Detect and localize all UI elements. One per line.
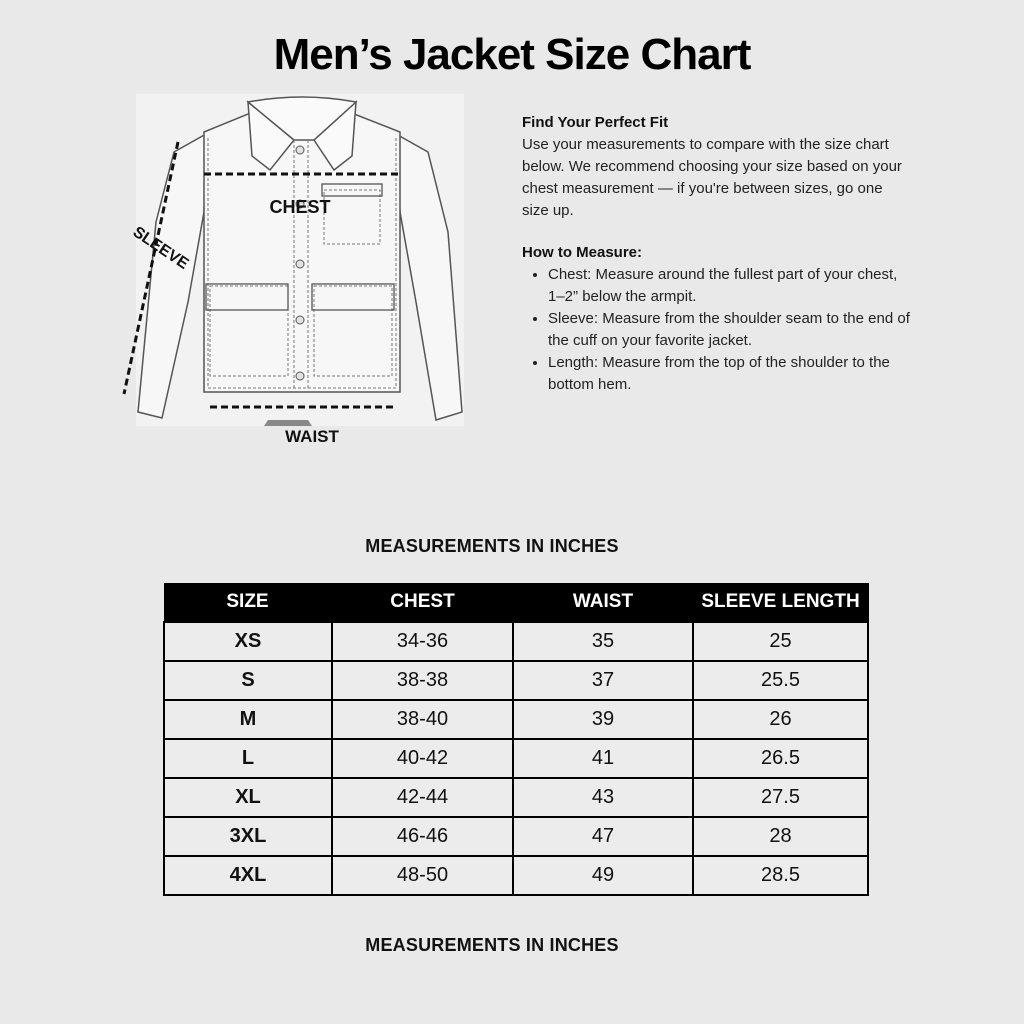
size-cell: M [164,700,332,739]
table-row [164,700,868,739]
fit-heading: Find Your Perfect Fit [522,114,669,131]
chest-label: CHEST [269,197,331,217]
table-row [164,778,868,817]
chest-cell: 38-38 [332,661,513,700]
chest-cell: 40-42 [332,739,513,778]
header-waist: WAIST [513,583,693,622]
sleeve-cell: 26 [693,700,868,739]
waist-cell: 35 [513,622,693,661]
table-row [164,856,868,895]
sleeve-cell: 25.5 [693,661,868,700]
waist-cell: 49 [513,856,693,895]
sleeve-cell: 28 [693,817,868,856]
sleeve-label: SLEEVE [129,223,192,273]
sleeve-cell: 27.5 [693,778,868,817]
waist-cell: 43 [513,778,693,817]
jacket-diagram [118,92,474,452]
size-cell: XL [164,778,332,817]
waist-cell: 37 [513,661,693,700]
size-cell: 3XL [164,817,332,856]
waist-cell: 41 [513,739,693,778]
jacket-illustration [118,92,474,452]
header-size: SIZE [164,583,332,622]
sleeve-cell: 28.5 [693,856,868,895]
measurements-caption-bottom: MEASUREMENTS IN INCHES [365,935,619,955]
size-cell: L [164,739,332,778]
sleeve-cell: 25 [693,622,868,661]
measure-item-sleeve: • Sleeve: Measure from the shoulder seam to the end of the cuff on your favorite jacket. [548,308,912,352]
waist-label: WAIST [285,427,339,446]
size-cell: S [164,661,332,700]
chest-cell: 38-40 [332,700,513,739]
waist-cell: 39 [513,700,693,739]
header-chest: CHEST [332,583,513,622]
measure-item-chest: • Chest: Measure around the fullest part of your chest, 1–2” below the armpit. [548,264,912,308]
chest-cell: 34-36 [332,622,513,661]
waist-cell: 47 [513,817,693,856]
chest-cell: 46-46 [332,817,513,856]
page-title: Men’s Jacket Size Chart [273,30,751,79]
measurements-caption-top: MEASUREMENTS IN INCHES [365,536,619,556]
header-sleeve-length: SLEEVE LENGTH [693,583,868,622]
measure-list [522,264,912,396]
table-row [164,739,868,778]
chest-cell: 48-50 [332,856,513,895]
size-table [163,583,869,896]
fit-guide [522,112,912,396]
table-row [164,622,868,661]
size-cell: 4XL [164,856,332,895]
fit-body: Use your measurements to compare with the size chart below. We recommend choosing your size based on your chest measurement — if you're between sizes, go one size up. [522,136,902,219]
sleeve-cell: 26.5 [693,739,868,778]
table-header-row [164,583,868,622]
table-row [164,817,868,856]
chest-cell: 42-44 [332,778,513,817]
size-cell: XS [164,622,332,661]
measure-item-length: • Length: Measure from the top of the shoulder to the bottom hem. [548,352,912,396]
waist-marker [264,420,312,426]
how-to-measure-heading: How to Measure: [522,244,643,261]
table-row [164,661,868,700]
